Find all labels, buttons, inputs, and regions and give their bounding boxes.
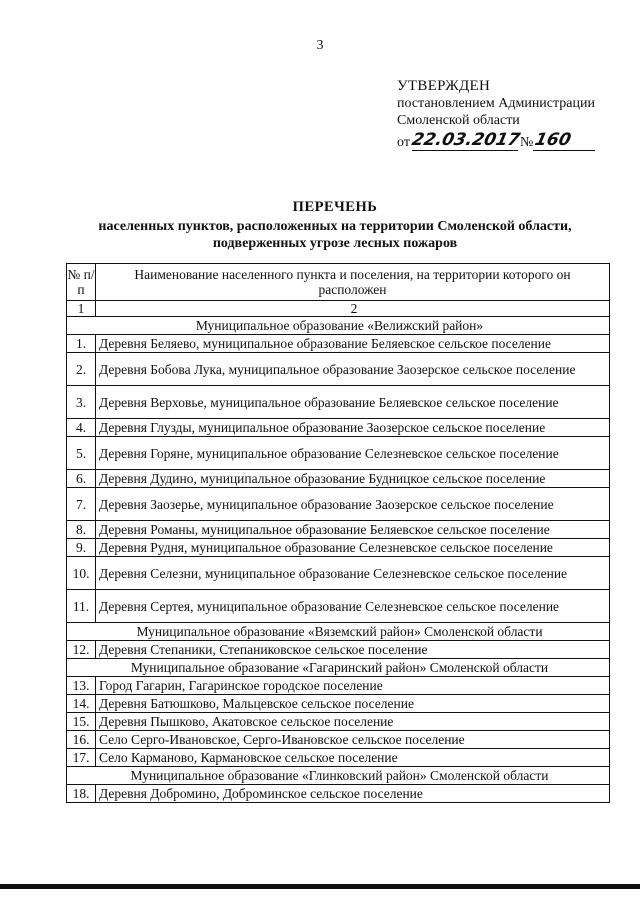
row-number: 16. [67,731,96,749]
document-heading [40,199,630,252]
settlement-name: Деревня Рудня, муниципальное образование Селезневское сельское поселение [96,539,610,557]
section-row [67,659,610,677]
table-row [67,470,610,488]
approval-block [397,78,595,151]
settlement-name: Деревня Беляево, муниципальное образование Беляевское сельское поселение [96,335,610,353]
row-number: 10. [67,557,96,590]
settlements-table [66,263,610,803]
settlement-name: Деревня Верховье, муниципальное образование Беляевское сельское поселение [96,386,610,419]
col-name-header: Наименование населенного пункта и поселения, на территории которого он расположен [96,264,610,301]
row-number: 13. [67,677,96,695]
settlement-name: Деревня Степаники, Степаниковское сельское поселение [96,641,610,659]
row-number: 18. [67,785,96,803]
settlement-name: Город Гагарин, Гагаринское городское поселение [96,677,610,695]
row-number: 1. [67,335,96,353]
section-title: Муниципальное образование «Вяземский район» Смоленской области [67,623,610,641]
section-title: Муниципальное образование «Гагаринский район» Смоленской области [67,659,610,677]
col-number-header: № п/п [67,264,96,301]
settlement-name: Деревня Пышково, Акатовское сельское поселение [96,713,610,731]
page-number: 3 [316,38,324,53]
row-number: 8. [67,521,96,539]
table-row [67,521,610,539]
row-number: 4. [67,419,96,437]
settlement-name: Деревня Романы, муниципальное образование Беляевское сельское поселение [96,521,610,539]
section-title: Муниципальное образование «Глинковский район» Смоленской области [67,767,610,785]
row-number: 9. [67,539,96,557]
settlement-name: Село Карманово, Кармановское сельское поселение [96,749,610,767]
row-number: 6. [67,470,96,488]
row-number: 17. [67,749,96,767]
table-row [67,785,610,803]
table-row [67,488,610,521]
handwritten-number: 160 [533,132,595,151]
table-row [67,353,610,386]
row-number: 14. [67,695,96,713]
table-row [67,437,610,470]
settlement-name: Деревня Добромино, Доброминское сельское поселение [96,785,610,803]
settlement-name: Деревня Горяне, муниципальное образование Селезневское сельское поселение [96,437,610,470]
col-1-index: 1 [67,301,96,317]
table-row [67,557,610,590]
row-number: 2. [67,353,96,386]
row-number: 3. [67,386,96,419]
date-prefix: от [397,135,410,150]
table-row [67,749,610,767]
settlement-name: Деревня Батюшково, Мальцевское сельское поселение [96,695,610,713]
table-row [67,590,610,623]
approval-title: УТВЕРЖДЕН [397,78,491,94]
table-header-row [67,264,610,301]
table-row [67,677,610,695]
settlement-name: Деревня Глузды, муниципальное образование Заозерское сельское поселение [96,419,610,437]
row-number: 11. [67,590,96,623]
settlement-name: Село Серго-Ивановское, Серго-Ивановское сельское поселение [96,731,610,749]
document-title: ПЕРЕЧЕНЬ [292,199,378,215]
settlement-name: Деревня Бобова Лука, муниципальное образование Заозерское сельское поселение [96,353,610,386]
document-subtitle-line-1: населенных пунктов, расположенных на территории Смоленской области, [98,219,572,234]
settlement-name: Деревня Дудино, муниципальное образование Будницкое сельское поселение [96,470,610,488]
row-number: 12. [67,641,96,659]
table-row [67,419,610,437]
row-number: 15. [67,713,96,731]
section-row [67,317,610,335]
section-title: Муниципальное образование «Велижский район» [67,317,610,335]
row-number: 5. [67,437,96,470]
section-row [67,623,610,641]
number-prefix: № [519,135,534,150]
approval-line-2: Смоленской области [397,113,520,128]
table-row [67,386,610,419]
settlement-name: Деревня Селезни, муниципальное образование Селезневское сельское поселение [96,557,610,590]
settlement-name: Деревня Сертея, муниципальное образование Селезневское сельское поселение [96,590,610,623]
approval-date-number [397,129,595,151]
handwritten-date: 22.03.2017 [409,130,522,150]
table-row [67,539,610,557]
row-number: 7. [67,488,96,521]
document-subtitle-line-2: подверженных угрозе лесных пожаров [212,236,458,251]
section-row [67,767,610,785]
footer-rule [0,884,640,889]
approval-line-1: постановлением Администрации [397,96,595,111]
settlement-name: Деревня Заозерье, муниципальное образование Заозерское сельское поселение [96,488,610,521]
table-row [67,641,610,659]
col-2-index: 2 [96,301,610,317]
table-row [67,713,610,731]
table-row [67,731,610,749]
table-row [67,335,610,353]
table-row [67,695,610,713]
column-index-row [67,301,610,317]
